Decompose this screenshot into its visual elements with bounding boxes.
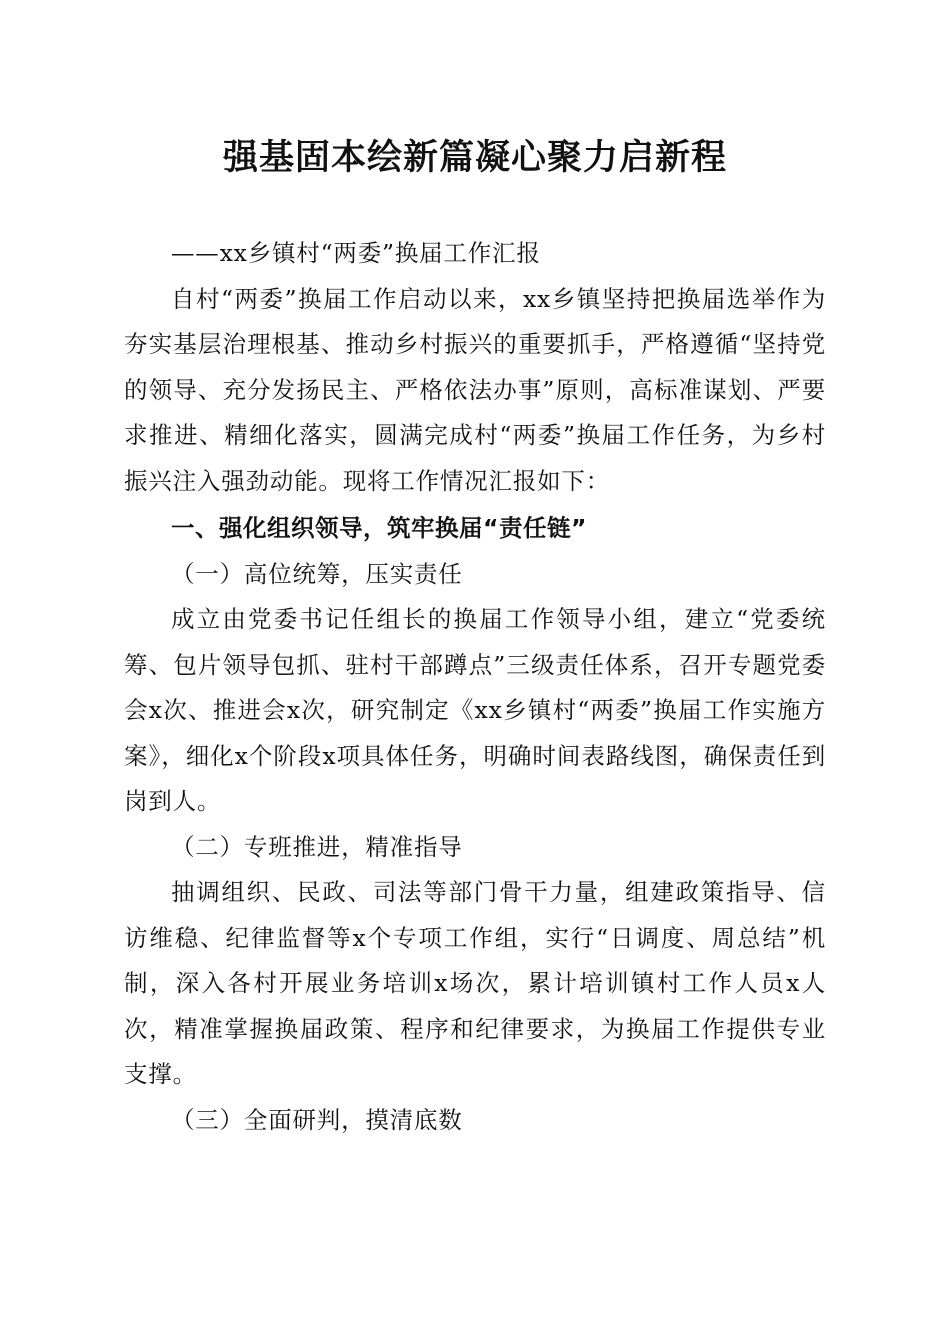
intro-paragraph: 自村“两委”换届工作启动以来，xx乡镇坚持把换届选举作为夯实基层治理根基、推动乡村振兴的重要抓手，严格遵循“坚持党的领导、充分发扬民主、严格依法办事”原则，高标准谋划、严要求推进、精细化落实，圆满完成村“两委”换届工作任务，为乡村振兴注入强劲动能。现将工作情况汇报如下： bbox=[124, 284, 826, 495]
subsection-1-heading: （一）高位统筹，压实责任 bbox=[171, 559, 463, 588]
section-1-heading: 一、强化组织领导，筑牢换届“责任链” bbox=[171, 514, 587, 542]
subsection-1-paragraph: 成立由党委书记任组长的换届工作领导小组，建立“党委统筹、包片领导包抓、驻村干部蹲点”三级责任体系，召开专题党委会x次、推进会x次，研究制定《xx乡镇村“两委”换届工作实施方案》，细化x个阶段x项具体任务，明确时间表路线图，确保责任到岗到人。 bbox=[124, 605, 826, 815]
subsection-2-heading: （二）专班推进，精准指导 bbox=[171, 832, 463, 861]
document-title: 强基固本绘新篇凝心聚力启新程 bbox=[222, 137, 727, 178]
document-subtitle: ——xx乡镇村“两委”换届工作汇报 bbox=[171, 239, 541, 267]
subsection-2-paragraph: 抽调组织、民政、司法等部门骨干力量，组建政策指导、信访维稳、纪律监督等x个专项工作组，实行“日调度、周总结”机制，深入各村开展业务培训x场次，累计培训镇村工作人员x人次，精准掌握换届政策、程序和纪律要求，为换届工作提供专业支撑。 bbox=[124, 878, 826, 1088]
subsection-3-heading: （三）全面研判，摸清底数 bbox=[171, 1105, 463, 1134]
document-body bbox=[124, 231, 826, 1143]
